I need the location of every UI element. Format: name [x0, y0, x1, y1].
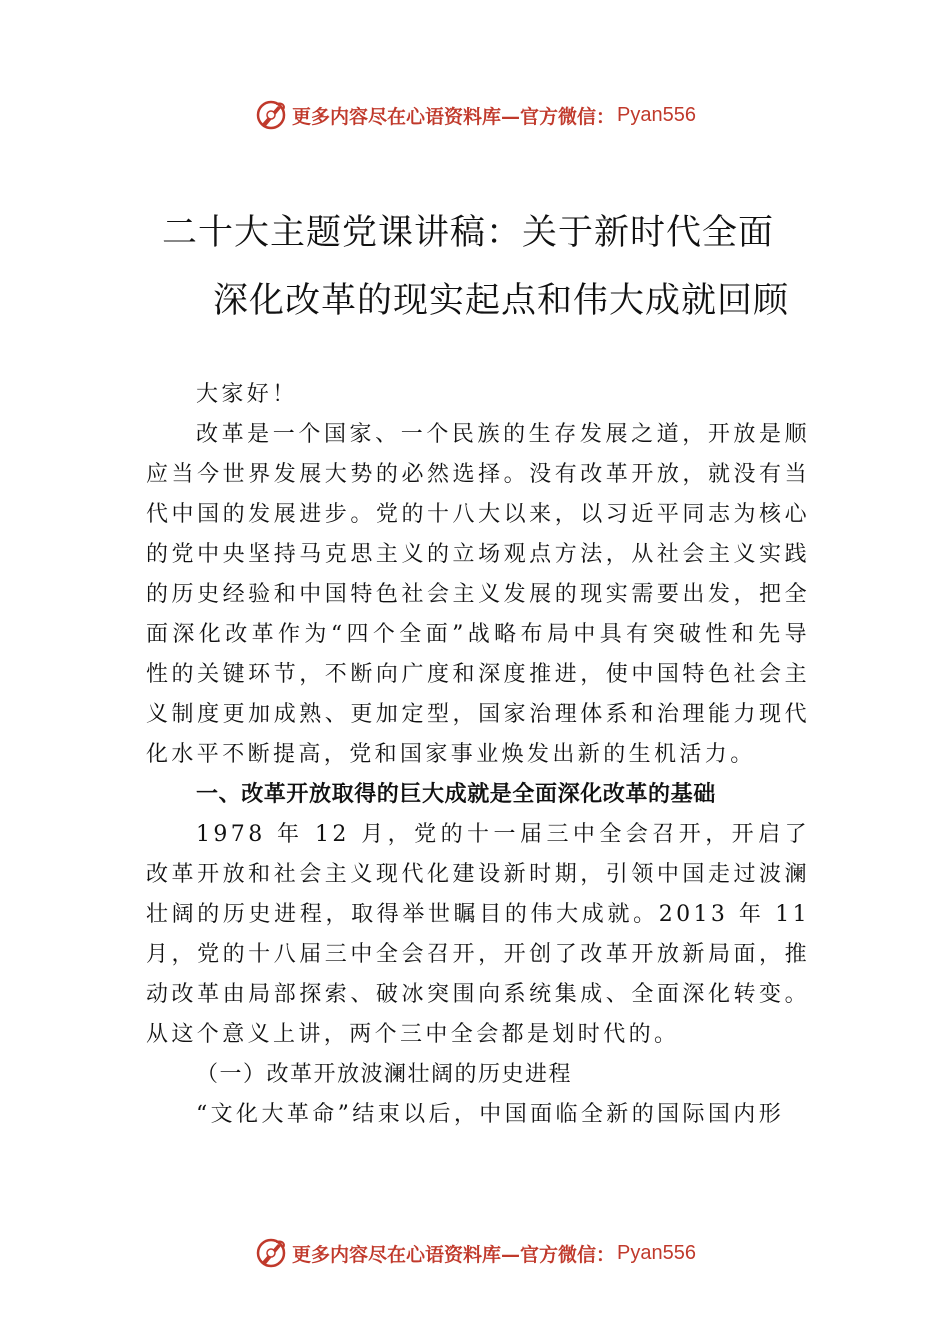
greeting-paragraph: 大家好！ [196, 382, 298, 407]
quill-seal-icon [254, 98, 288, 132]
banner-wechat-handle: Pyan556 [617, 103, 696, 126]
header-banner [0, 95, 950, 135]
banner-promo-text: 更多内容尽在心语资料库—官方微信： [292, 1243, 616, 1266]
footer-banner [0, 1233, 950, 1273]
document-body [146, 375, 810, 1135]
banner-wechat-handle: Pyan556 [617, 1241, 696, 1264]
history-paragraph: 1978 年 12 月，党的十一届三中全会召开，开启了改革开放和社会主义现代化建设新时期，引领中国走过波澜壮阔的历史进程，取得举世瞩目的伟大成就。2013 年 11 月，党的十八届三中全会召开，开创了改革开放新局面，推动改革由局部探索、破冰突围向系统集成、全面深化转变。从这个意义上讲，两个三中全会都是划时代的。 [146, 822, 810, 1047]
intro-paragraph: 改革是一个国家、一个民族的生存发展之道，开放是顺应当今世界发展大势的必然选择。没有改革开放，就没有当代中国的发展进步。党的十八大以来，以习近平同志为核心的党中央坚持马克思主义的立场观点方法，从社会主义实践的历史经验和中国特色社会主义发展的现实需要出发，把全面深化改革作为“四个全面”战略布局中具有突破性和先导性的关键环节，不断向广度和深度推进，使中国特色社会主义制度更加成熟、更加定型，国家治理体系和治理能力现代化水平不断提高，党和国家事业焕发出新的生机活力。 [146, 422, 810, 767]
banner-promo-text: 更多内容尽在心语资料库—官方微信： [292, 105, 616, 128]
subsection-heading: （一）改革开放波澜壮阔的历史进程 [196, 1062, 573, 1087]
section-heading: 一、改革开放取得的巨大成就是全面深化改革的基础 [196, 782, 716, 807]
quill-seal-icon [254, 1236, 288, 1270]
continuation-paragraph: “文化大革命”结束以后，中国面临全新的国际国内形 [196, 1102, 785, 1127]
document-title-line-1: 二十大主题党课讲稿：关于新时代全面 [162, 213, 775, 253]
document-title-line-2: 深化改革的现实起点和伟大成就回顾 [213, 281, 790, 321]
